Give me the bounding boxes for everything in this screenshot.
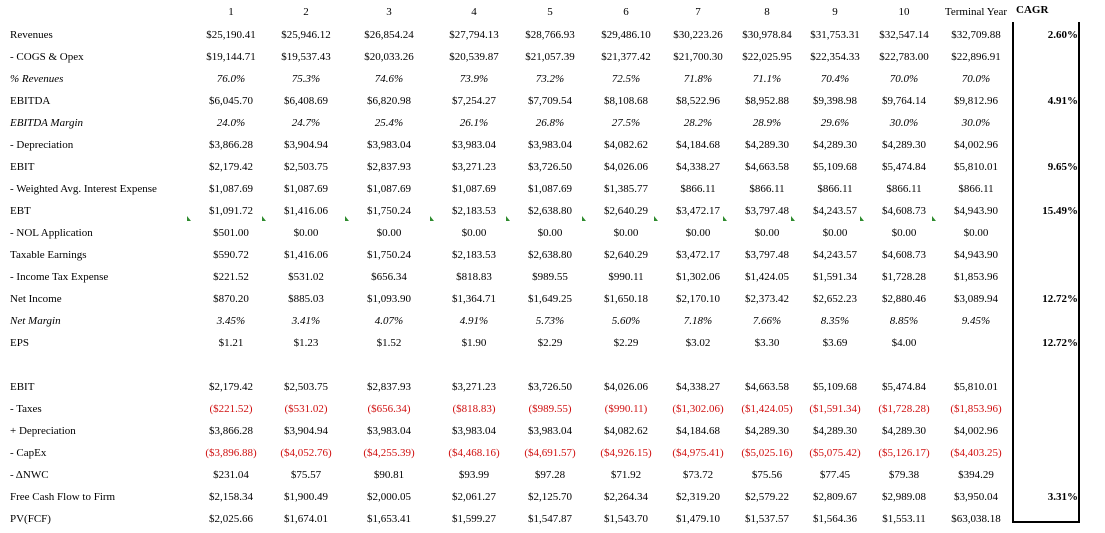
table-cell[interactable]: $531.02 (288, 271, 324, 283)
table-cell[interactable]: 72.5% (611, 73, 641, 85)
table-cell[interactable]: $22,783.00 (879, 51, 929, 63)
table-cell[interactable]: 4.07% (374, 315, 404, 327)
table-cell[interactable]: $1,302.06 (676, 271, 720, 283)
row-label[interactable]: Revenues (10, 29, 53, 41)
period-header-11: Terminal Year (944, 6, 1008, 18)
table-cell[interactable]: $4,082.62 (604, 139, 648, 151)
table-cell[interactable]: $3.02 (685, 337, 711, 349)
table-cell[interactable]: $3,089.94 (954, 293, 998, 305)
table-cell[interactable]: $7,709.54 (528, 95, 572, 107)
table-cell[interactable]: $4,608.73 (882, 205, 926, 217)
cagr-cell[interactable]: 12.72% (1042, 337, 1078, 349)
table-cell[interactable]: $8,108.68 (604, 95, 648, 107)
table-cell[interactable]: $2,319.20 (676, 491, 720, 503)
cell-comment-flag-icon (932, 216, 936, 221)
table-cell[interactable]: $6,820.98 (367, 95, 411, 107)
table-cell[interactable]: 4.91% (459, 315, 489, 327)
table-cell[interactable]: ($4,052.76) (280, 447, 332, 459)
period-header-1: 1 (228, 6, 234, 18)
table-cell[interactable]: $2,183.53 (452, 205, 496, 217)
table-cell[interactable]: 73.9% (459, 73, 489, 85)
row-label[interactable]: Taxable Earnings (10, 249, 87, 261)
row-label[interactable]: - COGS & Opex (10, 51, 84, 63)
table-cell[interactable]: $0.00 (891, 227, 917, 239)
row-label[interactable]: Net Income (10, 293, 62, 305)
table-cell[interactable]: $3,866.28 (209, 139, 253, 151)
cagr-cell[interactable]: 12.72% (1042, 293, 1078, 305)
table-cell[interactable]: $1,087.69 (528, 183, 572, 195)
table-cell[interactable]: $9,764.14 (882, 95, 926, 107)
table-cell[interactable]: $1,591.34 (813, 271, 857, 283)
table-cell[interactable]: $4,002.96 (954, 425, 998, 437)
table-cell[interactable]: $3,983.04 (452, 139, 496, 151)
table-cell[interactable]: $866.11 (749, 183, 785, 195)
table-cell[interactable]: 29.6% (820, 117, 850, 129)
cell-comment-flag-icon (187, 216, 191, 221)
table-cell[interactable]: $30,223.26 (673, 29, 723, 41)
table-cell[interactable]: ($4,468.16) (448, 447, 500, 459)
table-cell[interactable]: $870.20 (213, 293, 249, 305)
table-cell[interactable]: $4,243.57 (813, 249, 857, 261)
period-header-2: 2 (303, 6, 309, 18)
row-label[interactable]: - CapEx (10, 447, 47, 459)
table-cell[interactable]: $4,184.68 (676, 425, 720, 437)
table-cell[interactable]: $25,190.41 (206, 29, 256, 41)
table-cell[interactable]: $4,002.96 (954, 139, 998, 151)
table-cell[interactable]: 27.5% (611, 117, 641, 129)
table-cell[interactable]: $71.92 (610, 469, 642, 481)
table-cell[interactable]: $2,638.80 (528, 205, 572, 217)
table-cell[interactable]: $866.11 (817, 183, 853, 195)
table-cell[interactable]: $77.45 (819, 469, 851, 481)
table-cell[interactable]: 76.0% (216, 73, 246, 85)
table-cell[interactable]: $2,638.80 (528, 249, 572, 261)
table-cell[interactable]: $4,289.30 (882, 139, 926, 151)
table-cell[interactable]: $5,109.68 (813, 161, 857, 173)
table-cell[interactable]: $9,398.98 (813, 95, 857, 107)
table-cell[interactable]: $4,289.30 (813, 139, 857, 151)
table-cell[interactable]: 71.1% (752, 73, 782, 85)
table-cell[interactable]: $1.90 (461, 337, 487, 349)
cell-comment-flag-icon (345, 216, 349, 221)
table-cell[interactable]: $2,809.67 (813, 491, 857, 503)
table-cell[interactable]: $1,674.01 (284, 513, 328, 525)
table-cell[interactable]: $989.55 (532, 271, 568, 283)
table-cell[interactable]: $1,900.49 (284, 491, 328, 503)
table-cell[interactable]: $32,547.14 (879, 29, 929, 41)
row-label[interactable]: EPS (10, 337, 29, 349)
table-cell[interactable]: $6,045.70 (209, 95, 253, 107)
cell-comment-flag-icon (506, 216, 510, 221)
table-cell[interactable]: $4,663.58 (745, 381, 789, 393)
table-cell[interactable]: 7.66% (752, 315, 782, 327)
table-cell[interactable]: $221.52 (213, 271, 249, 283)
table-cell[interactable]: 26.1% (459, 117, 489, 129)
table-cell[interactable]: 24.0% (216, 117, 246, 129)
table-cell[interactable]: $3,950.04 (954, 491, 998, 503)
table-cell[interactable]: $1,750.24 (367, 249, 411, 261)
row-label[interactable]: - Taxes (10, 403, 42, 415)
table-cell[interactable]: 73.2% (535, 73, 565, 85)
table-cell[interactable]: $1,599.27 (452, 513, 496, 525)
table-cell[interactable]: $3.69 (822, 337, 848, 349)
table-cell[interactable]: $4,338.27 (676, 161, 720, 173)
table-cell[interactable]: ($1,853.96) (950, 403, 1002, 415)
table-cell[interactable]: $2,000.05 (367, 491, 411, 503)
table-cell[interactable]: $0.00 (613, 227, 639, 239)
table-cell[interactable]: $1,537.57 (745, 513, 789, 525)
table-cell[interactable]: 3.41% (291, 315, 321, 327)
table-cell[interactable]: $885.03 (288, 293, 324, 305)
period-header-6: 6 (623, 6, 629, 18)
cell-comment-flag-icon (791, 216, 795, 221)
table-cell[interactable]: $8,952.88 (745, 95, 789, 107)
table-cell[interactable]: $1,424.05 (745, 271, 789, 283)
cell-comment-flag-icon (582, 216, 586, 221)
table-cell[interactable]: $22,354.33 (810, 51, 860, 63)
table-cell[interactable]: ($1,424.05) (741, 403, 793, 415)
table-cell[interactable]: $29,486.10 (601, 29, 651, 41)
table-cell[interactable]: 74.6% (374, 73, 404, 85)
table-cell[interactable]: $2,183.53 (452, 249, 496, 261)
table-cell[interactable]: $3,271.23 (452, 381, 496, 393)
cagr-cell[interactable]: 4.91% (1047, 95, 1078, 107)
row-label[interactable]: - Weighted Avg. Interest Expense (10, 183, 157, 195)
period-header-10: 10 (898, 6, 910, 18)
table-cell[interactable]: 8.35% (820, 315, 850, 327)
table-cell[interactable]: ($4,691.57) (524, 447, 576, 459)
period-header-8: 8 (764, 6, 770, 18)
table-cell[interactable]: 75.3% (291, 73, 321, 85)
table-cell[interactable]: $1,853.96 (954, 271, 998, 283)
table-cell[interactable]: $1,087.69 (452, 183, 496, 195)
table-cell[interactable]: 3.45% (216, 315, 246, 327)
table-cell[interactable]: $4,289.30 (813, 425, 857, 437)
table-cell[interactable]: $75.57 (290, 469, 322, 481)
table-cell[interactable]: $75.56 (751, 469, 783, 481)
row-label[interactable]: Net Margin (10, 315, 61, 327)
table-cell[interactable]: $2,652.23 (813, 293, 857, 305)
table-cell[interactable]: $19,144.71 (206, 51, 256, 63)
row-label[interactable]: EBT (10, 205, 31, 217)
table-cell[interactable]: $1.21 (218, 337, 244, 349)
table-cell[interactable]: $0.00 (822, 227, 848, 239)
table-cell[interactable]: $2,025.66 (209, 513, 253, 525)
table-cell[interactable]: ($818.83) (452, 403, 496, 415)
table-cell[interactable]: $2,837.93 (367, 161, 411, 173)
table-cell[interactable]: ($1,591.34) (809, 403, 861, 415)
cagr-cell[interactable]: 15.49% (1042, 205, 1078, 217)
table-cell[interactable]: $1,653.41 (367, 513, 411, 525)
table-cell[interactable]: ($990.11) (604, 403, 648, 415)
row-label[interactable]: EBITDA Margin (10, 117, 84, 129)
table-cell[interactable]: $3,472.17 (676, 249, 720, 261)
table-cell[interactable]: $5,474.84 (882, 161, 926, 173)
table-cell[interactable]: ($3,896.88) (205, 447, 257, 459)
table-cell[interactable]: 28.9% (752, 117, 782, 129)
table-cell[interactable]: $3,726.50 (528, 381, 572, 393)
table-cell[interactable]: $26,854.24 (364, 29, 414, 41)
table-cell[interactable]: $3,983.04 (367, 425, 411, 437)
table-cell[interactable]: $866.11 (680, 183, 716, 195)
table-cell[interactable]: 7.18% (683, 315, 713, 327)
table-cell[interactable]: $990.11 (608, 271, 644, 283)
table-cell[interactable]: $4,026.06 (604, 381, 648, 393)
table-cell[interactable]: $3,726.50 (528, 161, 572, 173)
cell-comment-flag-icon (860, 216, 864, 221)
table-cell[interactable]: $5,810.01 (954, 381, 998, 393)
table-cell[interactable]: $2,640.29 (604, 205, 648, 217)
cell-comment-flag-icon (723, 216, 727, 221)
row-label[interactable]: + Depreciation (10, 425, 76, 437)
row-label[interactable]: - ΔNWC (10, 469, 49, 481)
table-cell[interactable]: $2,061.27 (452, 491, 496, 503)
table-cell[interactable]: $0.00 (537, 227, 563, 239)
row-label[interactable]: - Income Tax Expense (10, 271, 109, 283)
table-cell[interactable]: ($4,403.25) (950, 447, 1002, 459)
table-cell[interactable]: $20,539.87 (449, 51, 499, 63)
table-cell[interactable]: $5,810.01 (954, 161, 998, 173)
row-label[interactable]: EBIT (10, 161, 35, 173)
table-cell[interactable]: 5.73% (535, 315, 565, 327)
table-cell[interactable]: $3,983.04 (528, 425, 572, 437)
table-cell[interactable]: 70.0% (889, 73, 919, 85)
cagr-cell[interactable]: 9.65% (1047, 161, 1078, 173)
table-cell[interactable]: ($5,126.17) (878, 447, 930, 459)
table-cell[interactable]: $0.00 (376, 227, 402, 239)
table-cell[interactable]: $2,837.93 (367, 381, 411, 393)
table-cell[interactable]: $2.29 (613, 337, 639, 349)
table-cell[interactable]: $1,087.69 (209, 183, 253, 195)
table-cell[interactable]: $1,650.18 (604, 293, 648, 305)
table-cell[interactable]: $9,812.96 (954, 95, 998, 107)
table-cell[interactable]: $6,408.69 (284, 95, 328, 107)
table-cell[interactable]: ($4,975.41) (672, 447, 724, 459)
cagr-header: CAGR (1016, 4, 1049, 16)
table-cell[interactable]: $1,416.06 (284, 249, 328, 261)
table-cell[interactable]: $3,983.04 (452, 425, 496, 437)
table-cell[interactable]: $1,728.28 (882, 271, 926, 283)
table-cell[interactable]: $4,082.62 (604, 425, 648, 437)
table-cell[interactable]: $2,640.29 (604, 249, 648, 261)
table-cell[interactable]: $3,904.94 (284, 139, 328, 151)
table-cell[interactable]: $1.23 (293, 337, 319, 349)
table-cell[interactable]: $2,125.70 (528, 491, 572, 503)
table-cell[interactable]: $1,479.10 (676, 513, 720, 525)
table-cell[interactable]: $0.00 (685, 227, 711, 239)
period-header-7: 7 (695, 6, 701, 18)
cell-comment-flag-icon (654, 216, 658, 221)
table-cell[interactable]: 9.45% (961, 315, 991, 327)
table-cell[interactable]: $3,983.04 (528, 139, 572, 151)
table-cell[interactable]: $1,750.24 (367, 205, 411, 217)
table-cell[interactable]: ($531.02) (284, 403, 328, 415)
table-cell[interactable]: $866.11 (958, 183, 994, 195)
table-cell[interactable]: ($1,728.28) (878, 403, 930, 415)
table-cell[interactable]: $656.34 (371, 271, 407, 283)
table-cell[interactable]: 25.4% (374, 117, 404, 129)
table-cell[interactable]: $21,700.30 (673, 51, 723, 63)
table-cell[interactable]: $501.00 (213, 227, 249, 239)
table-cell[interactable]: $73.72 (682, 469, 714, 481)
table-cell[interactable]: $3,904.94 (284, 425, 328, 437)
table-cell[interactable]: $4,289.30 (745, 425, 789, 437)
period-header-3: 3 (386, 6, 392, 18)
table-cell[interactable]: $1,087.69 (367, 183, 411, 195)
row-label[interactable]: PV(FCF) (10, 513, 51, 525)
table-cell[interactable]: $4,943.90 (954, 249, 998, 261)
table-cell[interactable]: $7,254.27 (452, 95, 496, 107)
table-cell[interactable]: $2,170.10 (676, 293, 720, 305)
row-label[interactable]: - NOL Application (10, 227, 93, 239)
table-cell[interactable]: $5,474.84 (882, 381, 926, 393)
table-cell[interactable]: ($5,025.16) (741, 447, 793, 459)
table-cell[interactable]: $2,880.46 (882, 293, 926, 305)
table-cell[interactable]: $1.52 (376, 337, 402, 349)
table-cell[interactable]: ($4,255.39) (363, 447, 415, 459)
table-cell[interactable]: $20,033.26 (364, 51, 414, 63)
table-cell[interactable]: 24.7% (291, 117, 321, 129)
table-cell[interactable]: $90.81 (373, 469, 405, 481)
table-cell[interactable]: $21,057.39 (525, 51, 575, 63)
row-label[interactable]: % Revenues (10, 73, 64, 85)
period-header-5: 5 (547, 6, 553, 18)
table-cell[interactable]: $2.29 (537, 337, 563, 349)
cagr-cell[interactable]: 2.60% (1047, 29, 1078, 41)
table-cell[interactable]: $866.11 (886, 183, 922, 195)
table-cell[interactable]: 70.0% (961, 73, 991, 85)
table-cell[interactable]: $3,271.23 (452, 161, 496, 173)
table-cell[interactable]: $3,472.17 (676, 205, 720, 217)
table-cell[interactable]: $4,663.58 (745, 161, 789, 173)
row-label[interactable]: - Depreciation (10, 139, 74, 151)
period-header-4: 4 (471, 6, 477, 18)
table-cell[interactable]: 8.85% (889, 315, 919, 327)
cagr-cell[interactable]: 3.31% (1047, 491, 1078, 503)
table-cell[interactable]: $2,503.75 (284, 381, 328, 393)
table-cell[interactable]: $22,025.95 (742, 51, 792, 63)
table-cell[interactable]: $0.00 (293, 227, 319, 239)
table-cell[interactable]: $1,093.90 (367, 293, 411, 305)
table-cell[interactable]: $3,866.28 (209, 425, 253, 437)
table-cell[interactable]: $4,184.68 (676, 139, 720, 151)
table-cell[interactable]: $1,416.06 (284, 205, 328, 217)
table-cell[interactable]: $25,946.12 (281, 29, 331, 41)
table-cell[interactable]: $2,264.34 (604, 491, 648, 503)
table-cell[interactable]: $2,179.42 (209, 381, 253, 393)
table-cell[interactable]: ($5,075.42) (809, 447, 861, 459)
table-cell[interactable]: ($989.55) (528, 403, 572, 415)
table-cell[interactable]: $1,543.70 (604, 513, 648, 525)
table-cell[interactable]: $97.28 (534, 469, 566, 481)
table-cell[interactable]: ($656.34) (367, 403, 411, 415)
table-cell[interactable]: $4,243.57 (813, 205, 857, 217)
table-cell[interactable]: $4.00 (891, 337, 917, 349)
table-cell[interactable]: $2,989.08 (882, 491, 926, 503)
table-cell[interactable]: $93.99 (458, 469, 490, 481)
table-cell[interactable]: 30.0% (889, 117, 919, 129)
table-cell[interactable]: $1,547.87 (528, 513, 572, 525)
table-cell[interactable]: $2,579.22 (745, 491, 789, 503)
table-cell[interactable]: $1,364.71 (452, 293, 496, 305)
table-cell[interactable]: $3.30 (754, 337, 780, 349)
table-cell[interactable]: 30.0% (961, 117, 991, 129)
table-cell[interactable]: $0.00 (461, 227, 487, 239)
table-cell[interactable]: $4,289.30 (882, 425, 926, 437)
table-cell[interactable]: $231.04 (213, 469, 249, 481)
table-cell[interactable]: $2,158.34 (209, 491, 253, 503)
table-cell[interactable]: ($221.52) (209, 403, 253, 415)
table-cell[interactable]: $0.00 (963, 227, 989, 239)
cell-comment-flag-icon (430, 216, 434, 221)
table-cell[interactable]: $32,709.88 (951, 29, 1001, 41)
table-cell[interactable]: $19,537.43 (281, 51, 331, 63)
table-cell[interactable]: $3,797.48 (745, 249, 789, 261)
table-cell[interactable]: $394.29 (958, 469, 994, 481)
table-cell[interactable]: 71.8% (683, 73, 713, 85)
row-label[interactable]: EBIT (10, 381, 35, 393)
table-cell[interactable]: $2,179.42 (209, 161, 253, 173)
table-cell[interactable]: $27,794.13 (449, 29, 499, 41)
table-cell[interactable]: ($1,302.06) (672, 403, 724, 415)
table-cell[interactable]: $3,983.04 (367, 139, 411, 151)
table-cell[interactable]: $818.83 (456, 271, 492, 283)
table-cell[interactable]: $4,608.73 (882, 249, 926, 261)
table-cell[interactable]: $22,896.91 (951, 51, 1001, 63)
table-cell[interactable]: ($4,926.15) (600, 447, 652, 459)
table-cell[interactable]: 70.4% (820, 73, 850, 85)
table-cell[interactable]: $1,553.11 (882, 513, 926, 525)
table-cell[interactable]: $4,289.30 (745, 139, 789, 151)
table-cell[interactable]: $4,338.27 (676, 381, 720, 393)
table-cell[interactable]: $1,564.36 (813, 513, 857, 525)
table-cell[interactable]: 28.2% (683, 117, 713, 129)
table-cell[interactable]: $590.72 (213, 249, 249, 261)
cell-comment-flag-icon (262, 216, 266, 221)
table-cell[interactable]: $4,026.06 (604, 161, 648, 173)
table-cell[interactable]: $21,377.42 (601, 51, 651, 63)
table-cell[interactable]: $1,087.69 (284, 183, 328, 195)
table-cell[interactable]: $1,649.25 (528, 293, 572, 305)
row-label[interactable]: Free Cash Flow to Firm (10, 491, 116, 503)
period-header-9: 9 (832, 6, 838, 18)
table-cell[interactable]: $1,385.77 (604, 183, 648, 195)
table-cell[interactable]: $30,978.84 (742, 29, 792, 41)
table-cell[interactable]: $1,091.72 (209, 205, 253, 217)
table-cell[interactable]: $2,503.75 (284, 161, 328, 173)
table-cell[interactable]: $3,797.48 (745, 205, 789, 217)
table-cell[interactable]: 26.8% (535, 117, 565, 129)
table-cell[interactable]: 5.60% (611, 315, 641, 327)
table-cell[interactable]: $2,373.42 (745, 293, 789, 305)
table-cell[interactable]: $63,038.18 (951, 513, 1001, 525)
table-cell[interactable]: $5,109.68 (813, 381, 857, 393)
table-cell[interactable]: $4,943.90 (954, 205, 998, 217)
table-cell[interactable]: $31,753.31 (810, 29, 860, 41)
row-label[interactable]: EBITDA (10, 95, 51, 107)
table-cell[interactable]: $8,522.96 (676, 95, 720, 107)
table-cell[interactable]: $79.38 (888, 469, 920, 481)
table-cell[interactable]: $28,766.93 (525, 29, 575, 41)
table-cell[interactable]: $0.00 (754, 227, 780, 239)
